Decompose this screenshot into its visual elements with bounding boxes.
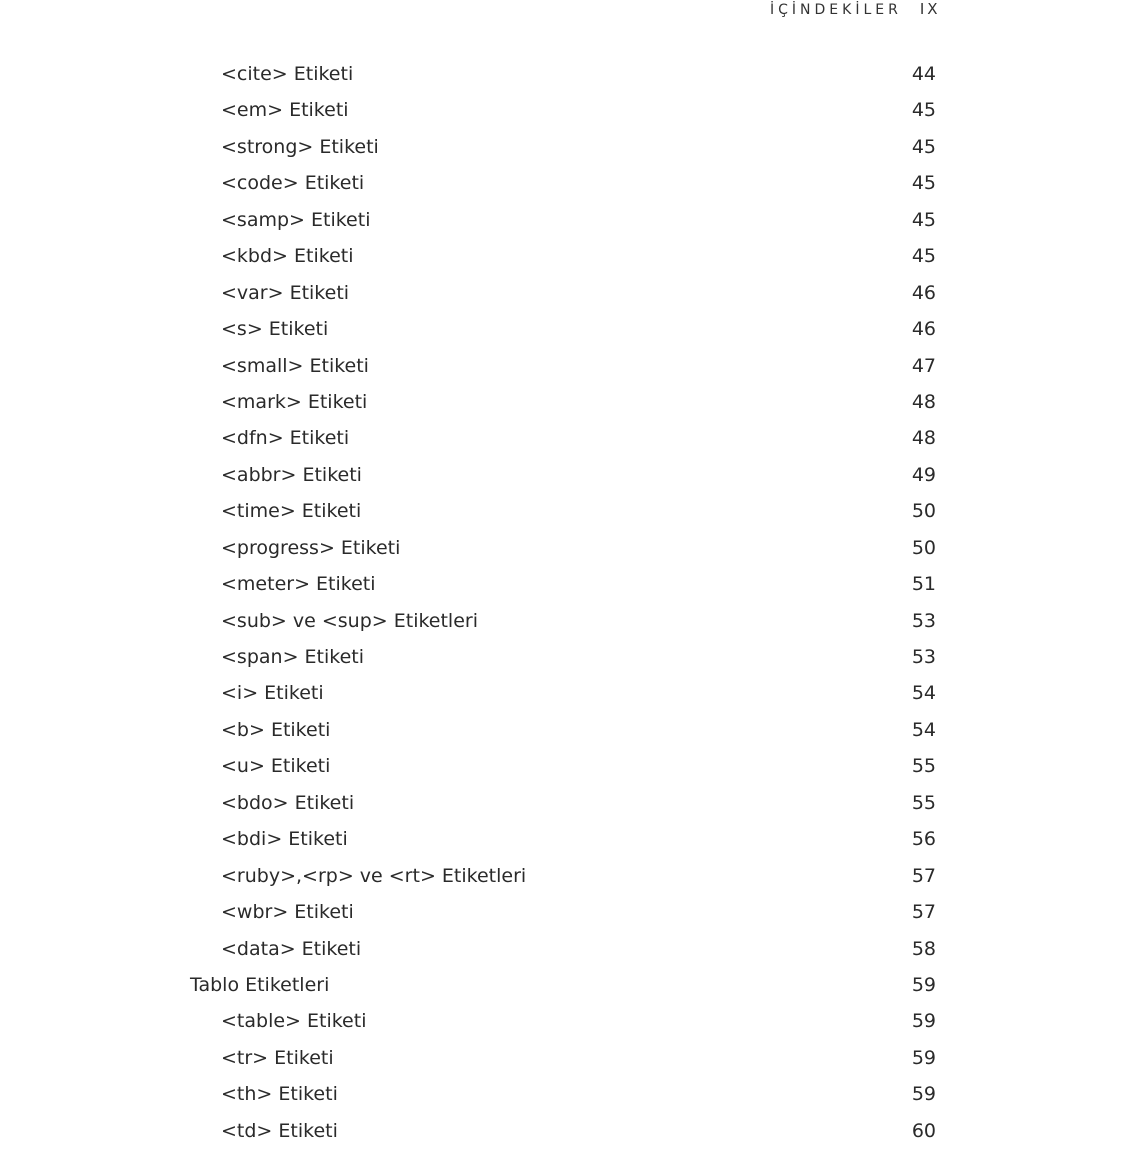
toc-entry-title: <code> Etiketi [221, 172, 365, 195]
toc-entry-page-number: 59 [911, 1046, 936, 1069]
toc-entry-page-number: 54 [911, 718, 936, 741]
toc-entry [0, 785, 1140, 821]
toc-entry [0, 748, 1140, 784]
toc-entry-page-number: 44 [911, 63, 936, 85]
toc-entry [0, 348, 1140, 384]
toc-entry-page-number: 56 [911, 828, 936, 851]
toc-entry [0, 639, 1140, 675]
toc-entry-page-number: 48 [911, 390, 936, 413]
page-number: IX [919, 0, 941, 18]
toc-entry-title: <cite> Etiketi [221, 63, 354, 85]
toc-entry-title: <dfn> Etiketi [221, 427, 350, 450]
toc-entry-title: <ruby>,<rp> ve <rt> Etiketleri [221, 864, 527, 887]
toc-entry-title: <bdi> Etiketi [221, 828, 348, 851]
toc-entry [0, 603, 1140, 639]
toc-entry-title: <wbr> Etiketi [221, 901, 354, 924]
toc-entry-title: <tr> Etiketi [221, 1046, 334, 1069]
toc-entry-title: <samp> Etiketi [221, 208, 371, 231]
toc-entry [0, 275, 1140, 311]
toc-entry [0, 566, 1140, 602]
toc-entry-page-number: 46 [911, 281, 936, 304]
toc-entry [0, 894, 1140, 930]
toc-entry [0, 493, 1140, 529]
toc-entry-title: <time> Etiketi [221, 500, 362, 523]
toc-entry-title: <sub> ve <sup> Etiketleri [221, 609, 478, 632]
toc-entry [0, 931, 1140, 967]
toc-entry-page-number: 59 [911, 1083, 936, 1106]
toc-entry [0, 1003, 1140, 1039]
toc-entry [0, 1076, 1140, 1112]
toc-entry-page-number: 45 [911, 135, 936, 158]
toc-entry-title: <span> Etiketi [221, 646, 365, 668]
toc-entry [0, 420, 1140, 456]
toc-entry-page-number: 51 [911, 573, 936, 596]
toc-entry [0, 165, 1140, 201]
toc-entry-page-number: 60 [911, 1119, 936, 1142]
toc-entry-title: Tablo Etiketleri [190, 973, 330, 996]
toc-entry [0, 202, 1140, 238]
toc-entry-title: <abbr> Etiketi [221, 463, 362, 486]
toc-entry-page-number: 54 [911, 682, 936, 705]
toc-entry [0, 821, 1140, 857]
toc-entry-page-number: 48 [911, 427, 936, 450]
toc-entry [0, 1113, 1140, 1149]
toc-entry [0, 1040, 1140, 1076]
toc-entry-title: <td> Etiketi [221, 1119, 338, 1142]
toc-entry-page-number: 59 [911, 1010, 936, 1033]
toc-entry-page-number: 49 [911, 463, 936, 486]
toc-entry-title: <b> Etiketi [221, 718, 331, 741]
toc-entry-title: <small> Etiketi [221, 354, 369, 377]
toc-entry-title: <var> Etiketi [221, 281, 350, 304]
toc-entry-title: <progress> Etiketi [221, 536, 401, 559]
toc-entry [0, 858, 1140, 894]
toc-entry-title: <table> Etiketi [221, 1010, 367, 1033]
toc-entry-title: <strong> Etiketi [221, 135, 379, 158]
toc-entry-page-number: 57 [911, 901, 936, 924]
toc-entry-title: <u> Etiketi [221, 755, 331, 778]
toc-entry [0, 92, 1140, 128]
toc-entry [0, 457, 1140, 493]
toc-entry-page-number: 57 [911, 864, 936, 887]
toc-entry-title: <bdo> Etiketi [221, 791, 355, 814]
toc-entry [0, 530, 1140, 566]
toc-entry-page-number: 45 [911, 172, 936, 195]
toc-entry-title: <meter> Etiketi [221, 573, 376, 596]
toc-entry-title: <s> Etiketi [221, 318, 329, 341]
toc-entry-page-number: 45 [911, 99, 936, 122]
toc-entry [0, 238, 1140, 274]
toc-entry-title: <em> Etiketi [221, 99, 349, 122]
toc-entry-page-number: 45 [911, 245, 936, 268]
toc-entry [0, 56, 1140, 92]
running-header-title: İÇİNDEKİLER [770, 2, 902, 18]
toc-entry [0, 712, 1140, 748]
toc-entry [0, 311, 1140, 347]
toc-entry-title: <i> Etiketi [221, 682, 324, 705]
toc-entry-title: <kbd> Etiketi [221, 245, 354, 268]
toc-entry-page-number: 55 [911, 755, 936, 778]
toc-entry-page-number: 58 [911, 937, 936, 960]
toc-entry-title: <mark> Etiketi [221, 390, 368, 413]
toc-entry-page-number: 50 [911, 536, 936, 559]
toc-entry-title: <th> Etiketi [221, 1083, 338, 1106]
toc-section-entry [0, 967, 1140, 1003]
toc-entry [0, 675, 1140, 711]
toc-entry-title: <data> Etiketi [221, 937, 362, 960]
toc-entry-page-number: 45 [911, 208, 936, 231]
table-of-contents [0, 56, 1140, 1149]
running-header [770, 0, 941, 18]
toc-entry-page-number: 55 [911, 791, 936, 814]
toc-entry [0, 129, 1140, 165]
toc-entry-page-number: 50 [911, 500, 936, 523]
toc-entry-page-number: 53 [911, 646, 936, 668]
toc-entry-page-number: 47 [911, 354, 936, 377]
toc-entry-page-number: 59 [911, 973, 936, 996]
toc-entry [0, 384, 1140, 420]
toc-entry-page-number: 46 [911, 318, 936, 341]
toc-entry-page-number: 53 [911, 609, 936, 632]
